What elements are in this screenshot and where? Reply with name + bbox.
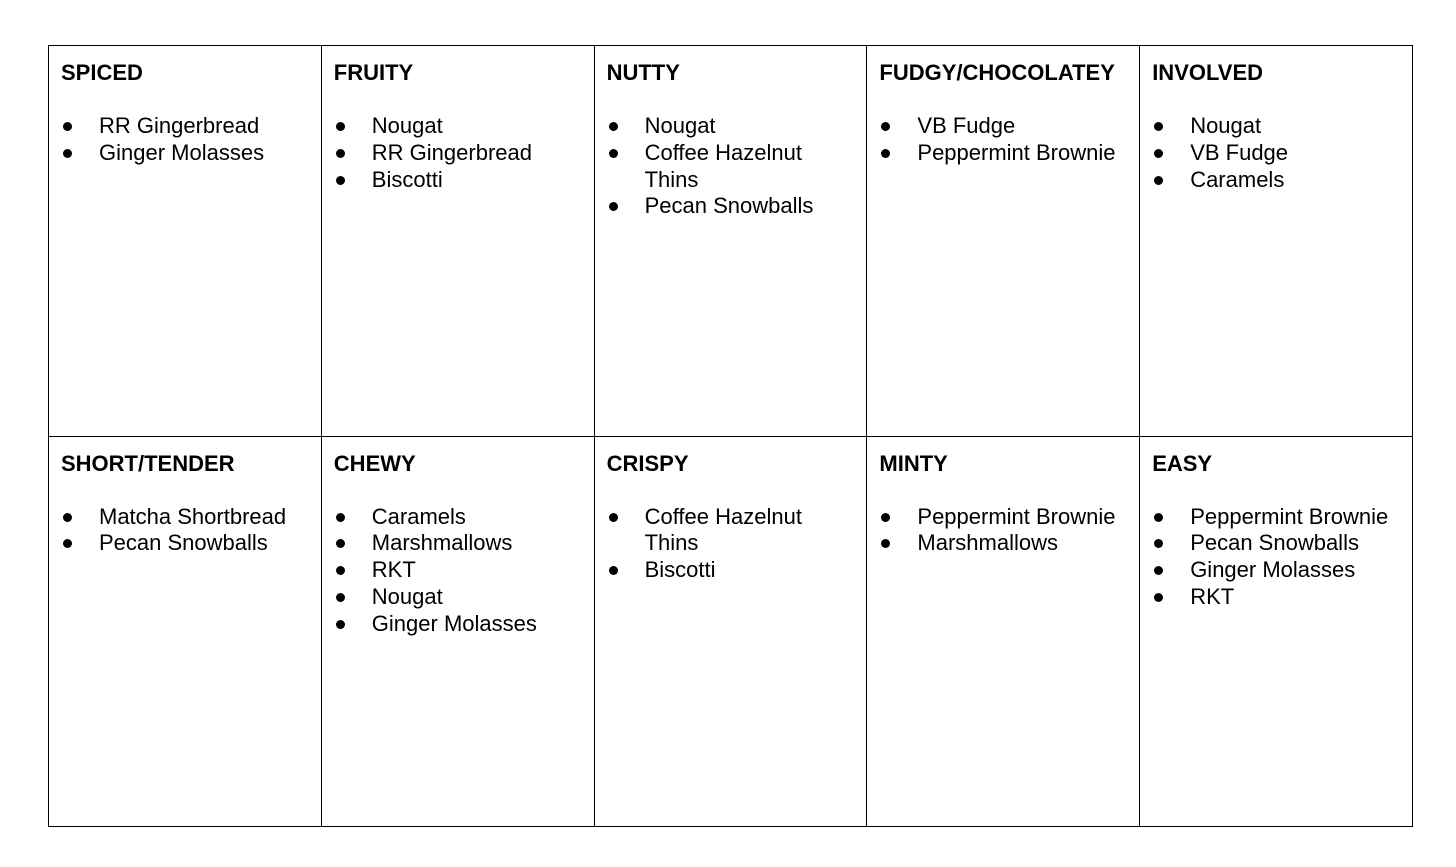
list-item: [1152, 504, 1401, 531]
bullet-icon: [609, 149, 618, 158]
list-item-label: Nougat: [371, 583, 443, 609]
category-title: CHEWY: [333, 450, 416, 476]
list-item-label: VB Fudge: [1190, 139, 1289, 165]
category-item-list: [61, 504, 310, 558]
category-item-list: [334, 113, 583, 193]
list-item-label: Caramels: [371, 503, 466, 529]
list-item-label: Nougat: [1190, 113, 1262, 138]
bullet-icon: [609, 122, 618, 131]
bullet-icon: [336, 539, 345, 548]
bullet-icon: [1154, 513, 1163, 522]
bullet-icon: [609, 513, 618, 522]
list-item: [334, 557, 583, 584]
table-row: [49, 436, 1413, 827]
list-item-label: RR Gingerbread: [99, 113, 260, 138]
list-item-label: Peppermint Brownie: [1190, 503, 1389, 529]
list-item-label: RKT: [371, 557, 416, 583]
bullet-icon: [63, 513, 72, 522]
list-item: [334, 167, 583, 194]
list-item: [1152, 530, 1401, 557]
list-item: [607, 193, 856, 220]
bullet-icon: [63, 539, 72, 548]
bullet-icon: [63, 149, 72, 158]
list-item: [334, 113, 583, 140]
bullet-icon: [336, 149, 345, 158]
list-item: [1152, 167, 1401, 194]
category-title: CRISPY: [606, 450, 689, 476]
list-item: [334, 611, 583, 638]
bullet-icon: [881, 149, 890, 158]
bullet-icon: [881, 539, 890, 548]
list-item-label: Marshmallows: [371, 530, 513, 556]
category-title: FRUITY: [333, 60, 414, 85]
list-item-label: Pecan Snowballs: [1190, 530, 1359, 556]
list-item-label: VB Fudge: [917, 113, 1016, 138]
list-item-label: Ginger Molasses: [99, 139, 265, 165]
category-item-list: [61, 113, 310, 167]
category-cell: [49, 46, 322, 437]
list-item: [334, 584, 583, 611]
category-item-list: [879, 504, 1128, 558]
bullet-icon: [336, 122, 345, 131]
list-item-label: Nougat: [644, 113, 716, 138]
category-item-list: [879, 113, 1128, 167]
list-item: [1152, 113, 1401, 140]
category-title: INVOLVED: [1152, 60, 1264, 85]
category-item-list: [607, 113, 856, 220]
bullet-icon: [336, 566, 345, 575]
list-item-label: Matcha Shortbread: [99, 503, 287, 529]
list-item: [61, 504, 310, 531]
list-item-label: Peppermint Brownie: [917, 139, 1116, 165]
list-item: [1152, 584, 1401, 611]
bullet-icon: [1154, 539, 1163, 548]
list-item-label: RKT: [1190, 583, 1235, 609]
category-title: NUTTY: [606, 60, 680, 85]
category-cell: [321, 436, 594, 827]
list-item-label: Coffee Hazelnut Thins: [644, 503, 802, 556]
bullet-icon: [881, 513, 890, 522]
table-row: [49, 46, 1413, 437]
bullet-icon: [336, 176, 345, 185]
list-item: [61, 113, 310, 140]
category-cell: [1140, 46, 1413, 437]
bullet-icon: [336, 513, 345, 522]
list-item-label: Ginger Molasses: [371, 610, 537, 636]
list-item: [1152, 557, 1401, 584]
cookie-category-table: [48, 45, 1413, 827]
list-item-label: Coffee Hazelnut Thins: [644, 139, 802, 192]
category-cell: [1140, 436, 1413, 827]
category-cell: [594, 436, 867, 827]
bullet-icon: [336, 620, 345, 629]
list-item-label: Biscotti: [644, 557, 716, 583]
list-item-label: Biscotti: [371, 166, 443, 192]
list-item-label: Marshmallows: [917, 530, 1058, 556]
list-item: [607, 504, 856, 558]
category-item-list: [334, 504, 583, 638]
list-item: [61, 530, 310, 557]
bullet-icon: [63, 122, 72, 131]
list-item: [61, 140, 310, 167]
category-cell: [594, 46, 867, 437]
category-cell: [49, 436, 322, 827]
list-item-label: Caramels: [1190, 166, 1285, 192]
bullet-icon: [609, 202, 618, 211]
list-item-label: Pecan Snowballs: [99, 530, 268, 556]
list-item-label: RR Gingerbread: [371, 139, 532, 165]
bullet-icon: [1154, 122, 1163, 131]
list-item: [607, 140, 856, 194]
bullet-icon: [1154, 566, 1163, 575]
category-item-list: [607, 504, 856, 584]
list-item: [607, 113, 856, 140]
category-cell: [867, 46, 1140, 437]
bullet-icon: [1154, 593, 1163, 602]
category-item-list: [1152, 113, 1401, 193]
list-item: [879, 113, 1128, 140]
category-title: EASY: [1152, 450, 1213, 476]
list-item-label: Ginger Molasses: [1190, 557, 1356, 583]
category-title: SPICED: [61, 60, 143, 85]
category-cell: [867, 436, 1140, 827]
bullet-icon: [336, 593, 345, 602]
list-item: [334, 530, 583, 557]
list-item: [879, 140, 1128, 167]
list-item: [607, 557, 856, 584]
bullet-icon: [609, 566, 618, 575]
bullet-icon: [881, 122, 890, 131]
list-item: [334, 140, 583, 167]
category-cell: [321, 46, 594, 437]
list-item-label: Pecan Snowballs: [644, 193, 814, 219]
list-item-label: Peppermint Brownie: [917, 503, 1116, 529]
category-item-list: [1152, 504, 1401, 611]
table-body: [49, 46, 1413, 827]
list-item: [334, 504, 583, 531]
list-item: [1152, 140, 1401, 167]
list-item-label: Nougat: [371, 113, 443, 138]
category-title: SHORT/TENDER: [61, 450, 235, 476]
bullet-icon: [1154, 149, 1163, 158]
category-title: FUDGY/CHOCOLATEY: [879, 60, 1115, 85]
category-title: MINTY: [879, 450, 948, 476]
bullet-icon: [1154, 176, 1163, 185]
list-item: [879, 504, 1128, 531]
list-item: [879, 530, 1128, 557]
